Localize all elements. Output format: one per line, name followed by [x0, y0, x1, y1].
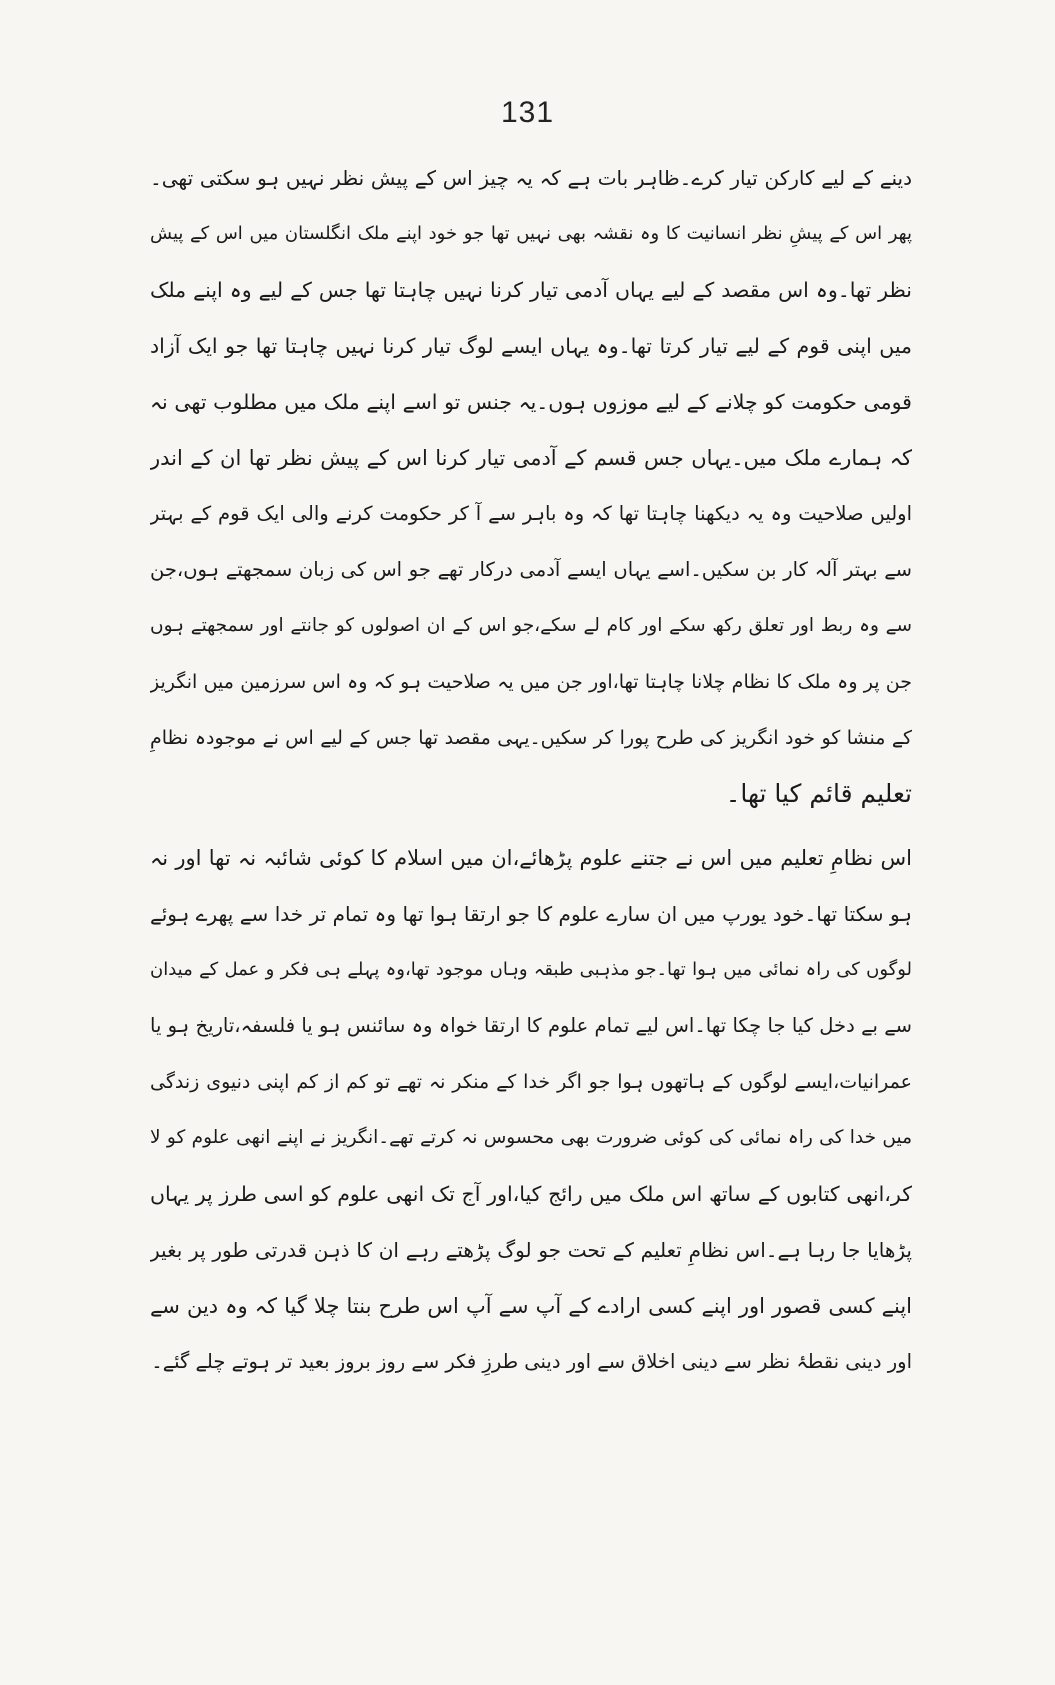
text-line: میں اپنی قوم کے لیے تیار کرتا تھا۔وہ یہاں ایسے لوگ تیار کرنا نہیں چاہتا تھا جو ایک آزاد: [150, 334, 912, 358]
text-line: کے منشا کو خود انگریز کی طرح پورا کر سکیں۔یہی مقصد تھا جس کے لیے اس نے موجودہ نظامِ: [150, 727, 912, 749]
text-line: نظر تھا۔وہ اس مقصد کے لیے یہاں آدمی تیار کرنا نہیں چاہتا تھا جس کے لیے وہ اپنے ملک: [150, 278, 912, 302]
text-line: اپنے کسی قصور اور اپنے کسی ارادے کے آپ سے آپ اس طرح بنتا چلا گیا کہ وہ دین سے: [150, 1294, 912, 1318]
text-line: سے بے دخل کیا جا چکا تھا۔اس لیے تمام علوم کا ارتقا خواہ وہ سائنس ہو یا فلسفہ،تاریخ ہو یا: [150, 1014, 912, 1037]
text-line: پھر اس کے پیشِ نظر انسانیت کا وہ نقشہ بھی نہیں تھا جو خود اپنے ملک انگلستان میں اس کے پیش: [150, 223, 912, 244]
paragraph-gap: [150, 822, 912, 830]
text-line: دینے کے لیے کارکن تیار کرے۔ظاہر بات ہے کہ یہ چیز اس کے پیش نظر نہیں ہو سکتی تھی۔: [150, 166, 912, 190]
body-text: [150, 150, 912, 1390]
text-line: عمرانیات،ایسے لوگوں کے ہاتھوں ہوا جو اگر خدا کے منکر نہ تھے تو کم از کم اپنی دنیوی زندگی: [150, 1071, 912, 1093]
paragraph: [150, 150, 912, 822]
text-line: اس نظامِ تعلیم میں اس نے جتنے علوم پڑھائے،ان میں اسلام کا کوئی شائبہ نہ تھا اور نہ: [150, 846, 912, 870]
text-line: جن پر وہ ملک کا نظام چلانا چاہتا تھا،اور جن میں یہ صلاحیت ہو کہ وہ اس سرزمین میں انگریز: [150, 671, 912, 693]
text-line: لوگوں کی راہ نمائی میں ہوا تھا۔جو مذہبی طبقہ وہاں موجود تھا،وہ پہلے ہی فکر و عمل کے میدان: [150, 959, 912, 980]
text-line: قومی حکومت کو چلانے کے لیے موزوں ہوں۔یہ جنس تو اسے اپنے ملک میں مطلوب تھی نہ: [150, 390, 912, 414]
text-line: تعلیم قائم کیا تھا۔: [725, 779, 912, 808]
text-line: پڑھایا جا رہا ہے۔اس نظامِ تعلیم کے تحت جو لوگ پڑھتے رہے ان کا ذہن قدرتی طور پر بغیر: [150, 1238, 912, 1262]
text-line: سے وہ ربط اور تعلق رکھ سکے اور کام لے سکے،جو اس کے ان اصولوں کو جانتے اور سمجھتے ہوں: [150, 615, 912, 636]
paragraph: [150, 830, 912, 1390]
text-line: کر،انھی کتابوں کے ساتھ اس ملک میں رائج کیا،اور آج تک انھی علوم کو اسی طرز پر یہاں: [150, 1182, 912, 1206]
text-line: سے بہتر آلہ کار بن سکیں۔اسے یہاں ایسے آدمی درکار تھے جو اس کی زبان سمجھتے ہوں،جن: [150, 558, 912, 581]
text-line: اولیں صلاحیت وہ یہ دیکھنا چاہتا تھا کہ وہ باہر سے آ کر حکومت کرنے والی ایک قوم کے بہتر: [150, 502, 912, 525]
page-number: 131: [500, 96, 555, 129]
text-line: کہ ہمارے ملک میں۔یہاں جس قسم کے آدمی تیار کرنا اس کے پیش نظر تھا ان کے اندر: [150, 446, 912, 470]
text-line: اور دینی نقطۂ نظر سے دینی اخلاق سے اور دینی طرزِ فکر سے روز بروز بعید تر ہوتے چلے گئے۔: [151, 1350, 912, 1373]
text-line: میں خدا کی راہ نمائی کی کوئی ضرورت بھی محسوس نہ کرتے تھے۔انگریز نے اپنے انھی علوم کو لا: [150, 1127, 912, 1148]
text-line: ہو سکتا تھا۔خود یورپ میں ان سارے علوم کا جو ارتقا ہوا تھا وہ تمام تر خدا سے پھرے ہوئے: [150, 902, 912, 926]
